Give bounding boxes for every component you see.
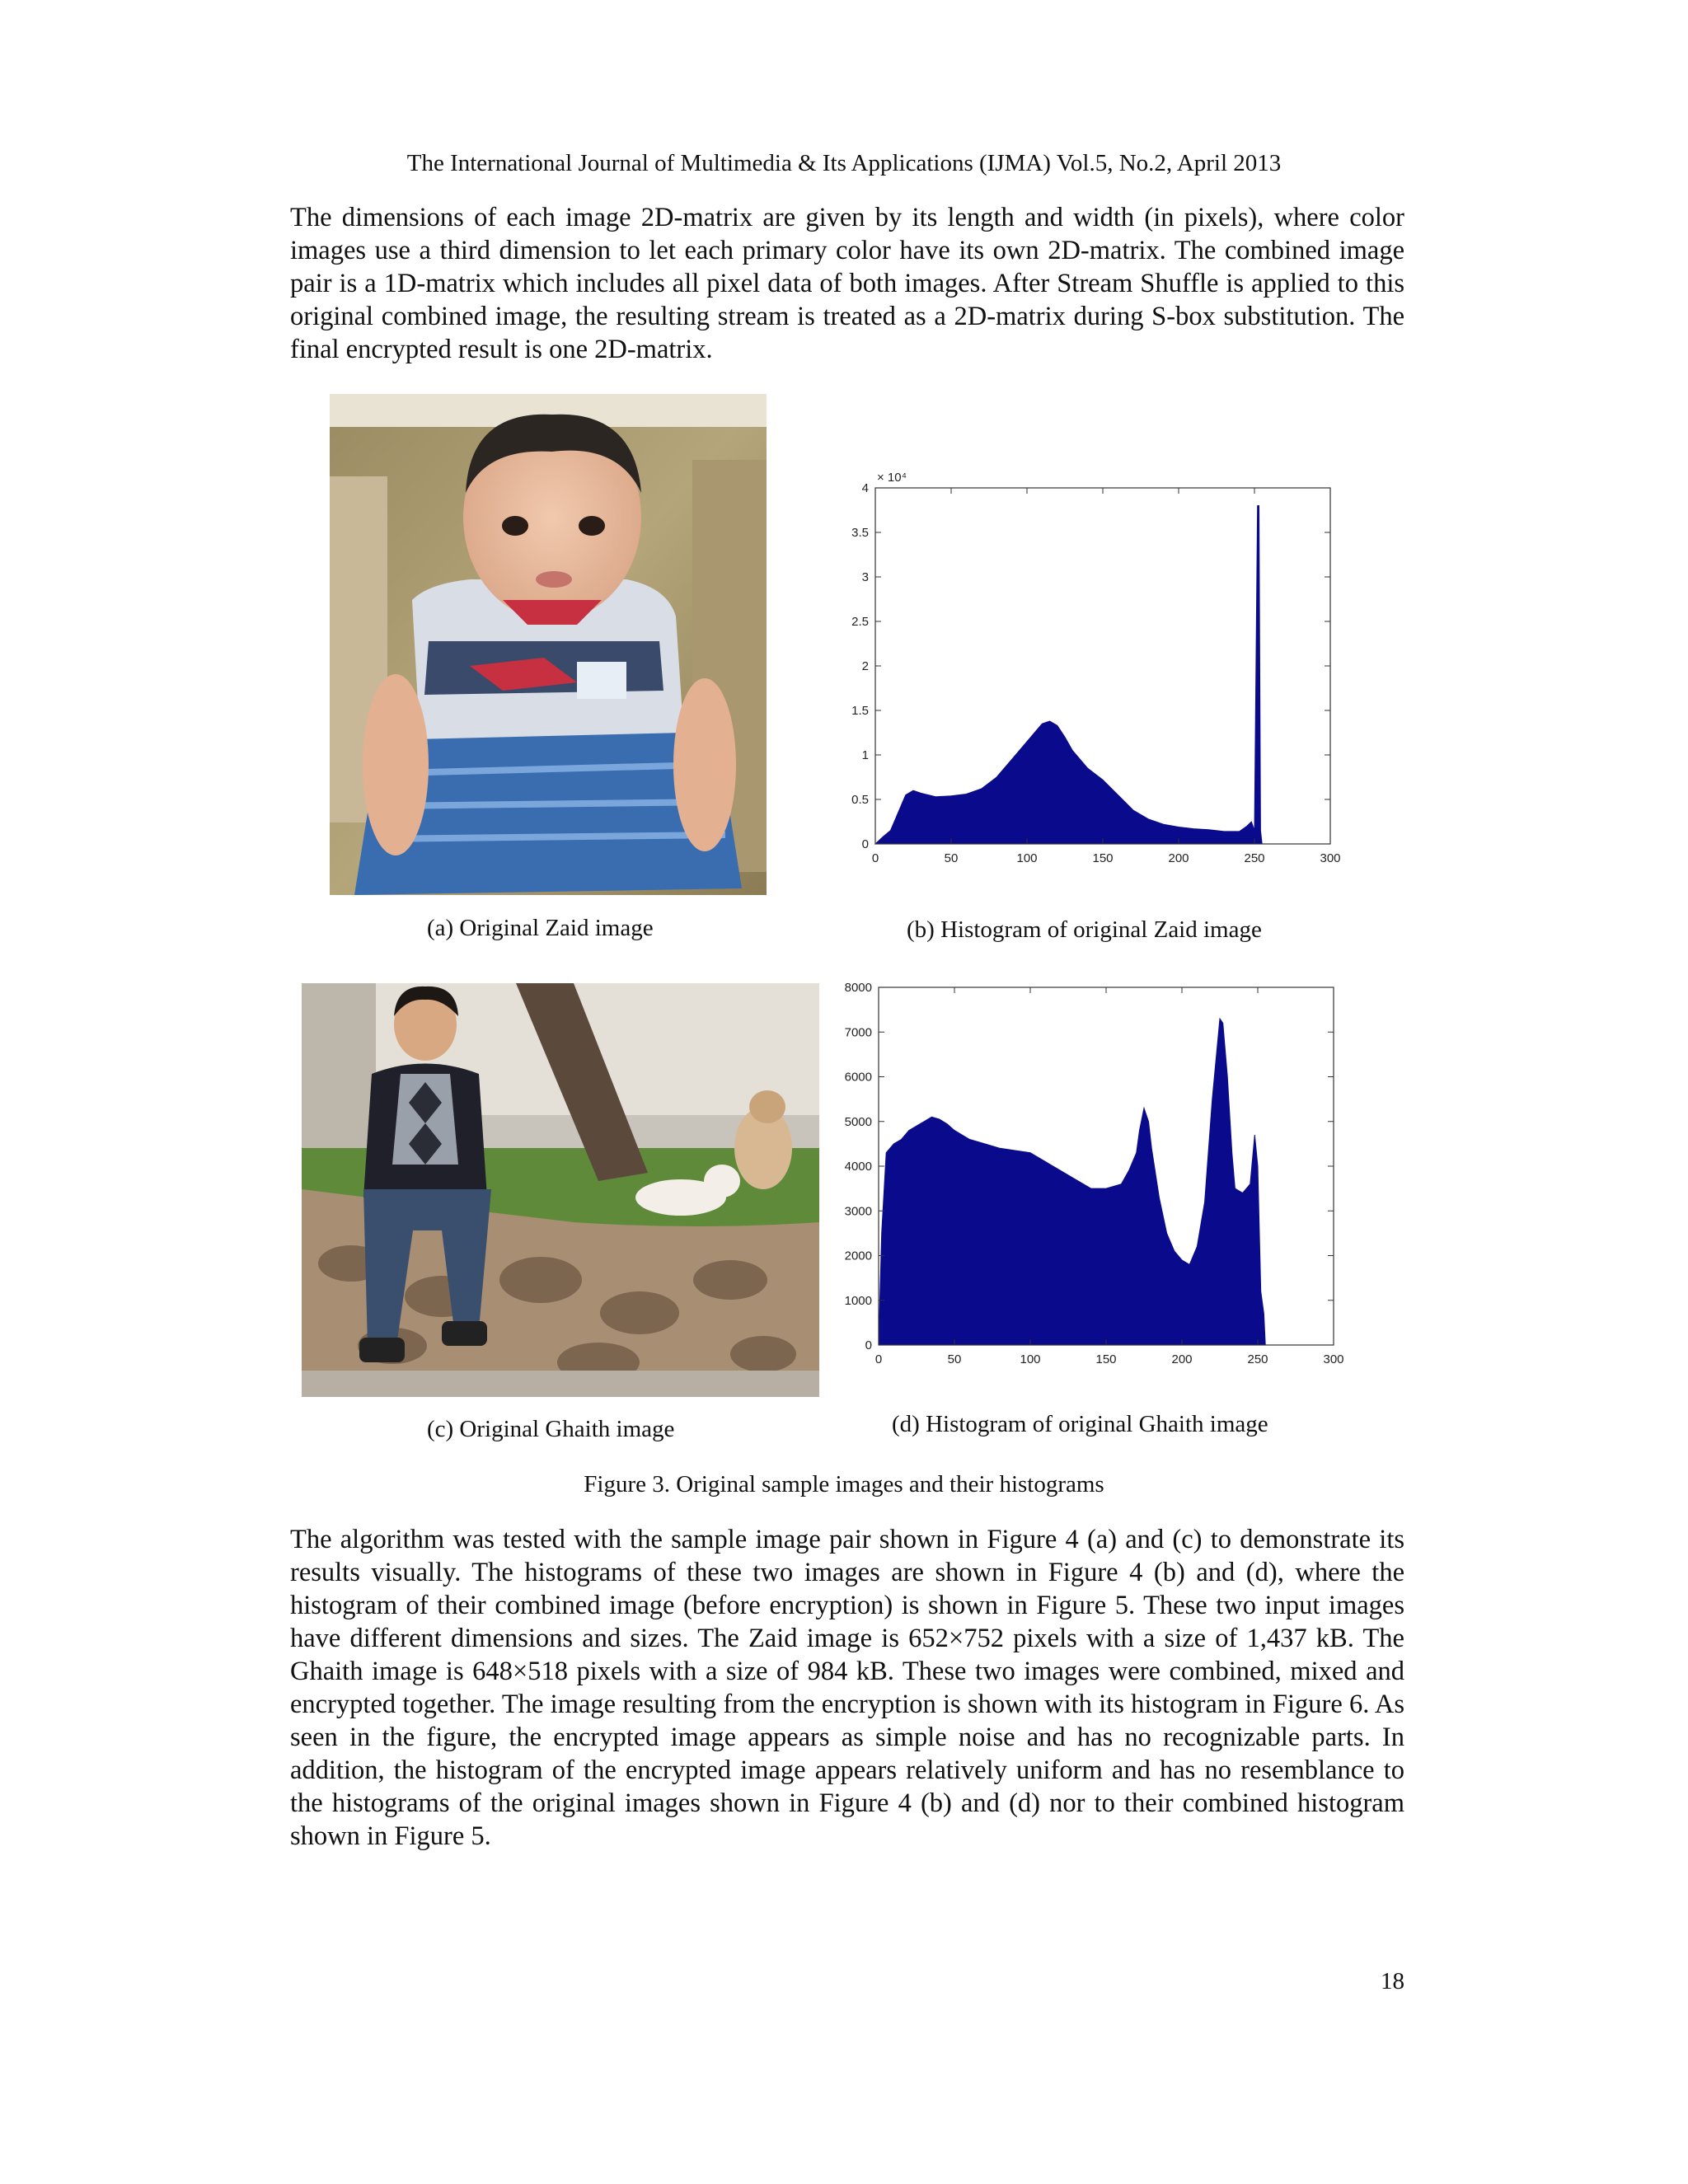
page-number: 18	[1381, 1968, 1404, 1994]
figure-caption: Figure 3. Original sample images and their histograms	[584, 1471, 1104, 1497]
x-tick-label: 150	[1092, 851, 1114, 865]
x-tick-label: 50	[944, 851, 959, 865]
running-header: The International Journal of Multimedia & Its Applications (IJMA) Vol.5, No.2, April 2013	[406, 150, 1282, 176]
zaid-photo	[330, 394, 767, 895]
caption-c: (c) Original Ghaith image	[427, 1416, 675, 1442]
x-tick-label: 250	[1244, 851, 1265, 865]
x-tick-label: 50	[947, 1352, 962, 1366]
y-tick-label: 2.5	[851, 615, 869, 629]
histogram-area	[879, 1019, 1265, 1345]
caption-a: (a) Original Zaid image	[427, 915, 654, 941]
x-tick-label: 100	[1020, 1352, 1041, 1366]
y-tick-label: 2	[861, 659, 869, 673]
y-tick-label: 7000	[844, 1025, 872, 1040]
y-tick-label: 2000	[844, 1249, 872, 1263]
x-tick-label: 200	[1171, 1352, 1193, 1366]
x-tick-label: 100	[1016, 851, 1038, 865]
y-tick-label: 0	[861, 837, 869, 851]
histogram-area	[875, 506, 1262, 844]
y-tick-label: 3.5	[851, 526, 869, 540]
caption-d: (d) Histogram of original Ghaith image	[892, 1411, 1268, 1437]
paragraph-intro: The dimensions of each image 2D-matrix are given by its length and width (in pixels), where color images use a third dimension to let each primary color have its own 2D-matrix. The combined image pair is a 1D-matrix which includes all pixel data of both images. After Stream Shuffle is applied to this original combined image, the resulting stream is treated as a 2D-matrix during S-box substitution. The final encrypted result is one 2D-matrix.	[290, 203, 1404, 364]
y-tick-label: 1	[861, 748, 869, 762]
y-tick-label: 0	[865, 1338, 872, 1352]
y-tick-label: 3000	[844, 1204, 872, 1219]
y-tick-label: 4	[861, 481, 869, 495]
y-tick-label: 4000	[844, 1160, 872, 1174]
y-tick-label: 0.5	[851, 793, 869, 807]
x-tick-label: 300	[1320, 851, 1341, 865]
x-tick-label: 0	[874, 1352, 883, 1366]
caption-b: (b) Histogram of original Zaid image	[907, 916, 1262, 943]
y-tick-label: 5000	[844, 1114, 872, 1129]
histogram-zaid-chart	[824, 462, 1352, 874]
x-tick-label: 250	[1247, 1352, 1268, 1366]
y-multiplier: × 10⁴	[877, 471, 907, 485]
histogram-zaid	[824, 462, 1352, 874]
ghaith-photo	[302, 983, 819, 1397]
histogram-ghaith-chart	[824, 981, 1368, 1376]
y-tick-label: 6000	[844, 1070, 872, 1085]
paragraph-results: The algorithm was tested with the sample image pair shown in Figure 4 (a) and (c) to demonstrate its results visually. The histograms of these two images are shown in Figure 4 (b) and (d), where the histogram of their combined image (before encryption) is shown in Figure 5. These two input images have different dimensions and sizes. The Zaid image is 652×752 pixels with a size of 1,437 kB. The Ghaith image is 648×518 pixels with a size of 984 kB. These two images were combined, mixed and encrypted together. The image resulting from the encryption is shown with its histogram in Figure 6. As seen in the figure, the encrypted image appears as simple noise and has no recognizable parts. In addition, the histogram of the encrypted image appears relatively uniform and has no resemblance to the histograms of the original images shown in Figure 4 (b) and (d) nor to their combined histogram shown in Figure 5.	[290, 1525, 1404, 1851]
x-tick-label: 200	[1168, 851, 1189, 865]
y-tick-label: 1.5	[851, 704, 869, 718]
x-tick-label: 150	[1095, 1352, 1117, 1366]
y-tick-label: 1000	[844, 1293, 872, 1308]
x-tick-label: 300	[1323, 1352, 1344, 1366]
y-tick-label: 3	[861, 570, 869, 584]
y-tick-label: 8000	[844, 981, 872, 995]
histogram-ghaith	[824, 981, 1368, 1376]
x-tick-label: 0	[871, 851, 879, 865]
